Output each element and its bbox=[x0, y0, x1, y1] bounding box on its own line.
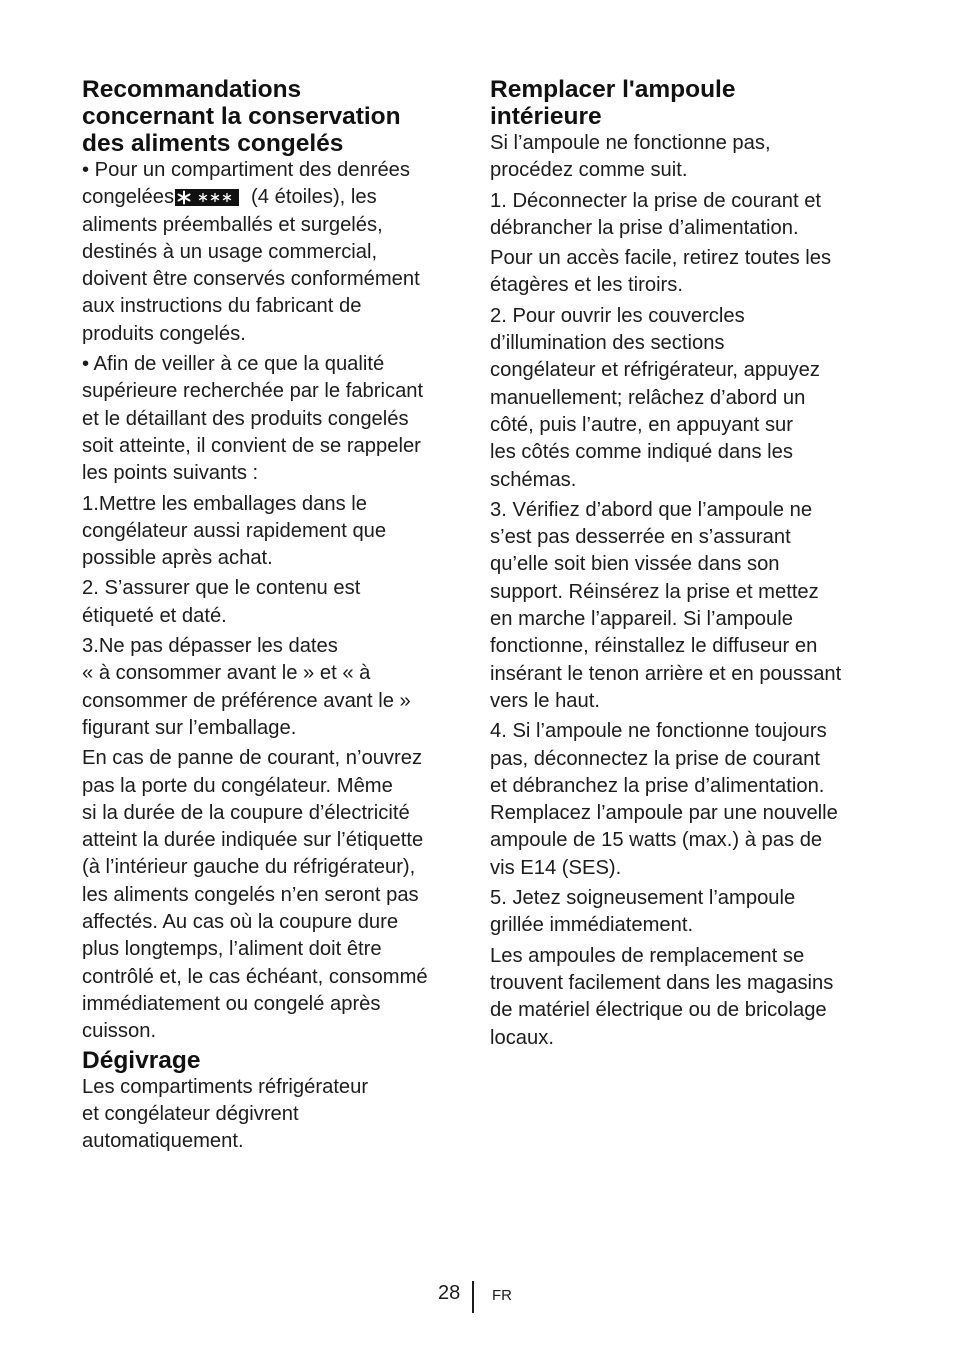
section-heading-frozen-food bbox=[82, 76, 466, 157]
paragraph-bulb-step-2 bbox=[490, 303, 876, 494]
text-line: 3. Vérifiez d’abord que l’ampoule ne bbox=[490, 498, 813, 521]
paragraph-bulb-access bbox=[490, 245, 876, 300]
text-line: Les ampoules de remplacement se bbox=[490, 944, 805, 967]
heading-line: concernant la conservation bbox=[82, 103, 401, 130]
text-line: fonctionne, réinstallez le diffuseur en bbox=[490, 635, 818, 658]
text-line: insérant le tenon arrière et en poussant bbox=[490, 662, 842, 685]
text-line: manuellement; relâchez d’abord un bbox=[490, 386, 806, 409]
paragraph-quality bbox=[82, 351, 466, 487]
text-line: 5. Jetez soigneusement l’ampoule bbox=[490, 887, 796, 910]
text-line: pas, déconnectez la prise de courant bbox=[490, 747, 820, 770]
text-line: contrôlé et, le cas échéant, consommé bbox=[82, 965, 428, 988]
text-line: schémas. bbox=[490, 468, 577, 491]
text-line: 1. Déconnecter la prise de courant et bbox=[490, 189, 822, 212]
text-line: grillée immédiatement. bbox=[490, 914, 694, 937]
right-column bbox=[490, 76, 876, 1055]
paragraph-bulb-step-5 bbox=[490, 885, 876, 940]
text-line: affectés. Au cas où la coupure dure bbox=[82, 911, 399, 934]
text-line: consommer de préférence avant le » bbox=[82, 689, 411, 712]
text-line: Les compartiments réfrigérateur bbox=[82, 1075, 369, 1098]
text-line: de matériel électrique ou de bricolage bbox=[490, 999, 827, 1022]
paragraph-bulb-step-3 bbox=[490, 497, 876, 715]
text-line: soit atteinte, il convient de se rappeler bbox=[82, 434, 421, 457]
text-line: et le détaillant des produits congelés bbox=[82, 407, 409, 430]
heading-line: intérieure bbox=[490, 103, 602, 130]
text-line: congélateur et réfrigérateur, appuyez bbox=[490, 359, 820, 382]
section-heading-bulb bbox=[490, 76, 876, 130]
text-fragment: congelées bbox=[82, 186, 175, 209]
text-line: côté, puis l’autre, en appuyant sur bbox=[490, 413, 793, 436]
text-line: 3.Ne pas dépasser les dates bbox=[82, 635, 338, 658]
text-line: les côtés comme indiqué dans les bbox=[490, 441, 793, 464]
text-line: les aliments congelés n’en seront pas bbox=[82, 883, 419, 906]
text-line: Si l’ampoule ne fonctionne pas, bbox=[490, 132, 771, 154]
text-line: étiqueté et daté. bbox=[82, 604, 227, 627]
text-line: • Pour un compartiment des denrées bbox=[82, 159, 410, 181]
text-fragment: (4 étoiles), les bbox=[251, 186, 377, 209]
text-line: plus longtemps, l’aliment doit être bbox=[82, 938, 382, 961]
text-line: Remplacez l’ampoule par une nouvelle bbox=[490, 802, 838, 825]
left-column bbox=[82, 76, 466, 1158]
text-line: débrancher la prise d’alimentation. bbox=[490, 216, 799, 239]
page-footer bbox=[0, 1281, 954, 1313]
text-line: vers le haut. bbox=[490, 689, 600, 712]
text-line: procédez comme suit. bbox=[490, 159, 688, 182]
text-line: en marche l’appareil. Si l’ampoule bbox=[490, 608, 793, 631]
text-line: si la durée de la coupure d’électricité bbox=[82, 801, 410, 824]
text-line: et débranchez la prise d’alimentation. bbox=[490, 774, 825, 797]
text-line: congélateur aussi rapidement que bbox=[82, 519, 387, 542]
footer-divider bbox=[472, 1281, 474, 1313]
text-line: • Afin de veiller à ce que la qualité bbox=[82, 353, 385, 376]
text-line: vis E14 (SES). bbox=[490, 856, 622, 879]
heading-line: Recommandations bbox=[82, 76, 302, 103]
text-line: 2. S’assurer que le contenu est bbox=[82, 577, 361, 600]
text-line: 2. Pour ouvrir les couvercles bbox=[490, 304, 745, 327]
text-line: figurant sur l’emballage. bbox=[82, 716, 297, 739]
heading-line: des aliments congelés bbox=[82, 130, 344, 157]
text-line: d’illumination des sections bbox=[490, 332, 725, 355]
text-line: pas la porte du congélateur. Même bbox=[82, 774, 393, 797]
paragraph-step-3 bbox=[82, 633, 466, 742]
text-line: supérieure recherchée par le fabricant bbox=[82, 380, 424, 403]
text-line bbox=[82, 184, 466, 211]
text-line: atteint la durée indiquée sur l’étiquette bbox=[82, 829, 424, 852]
paragraph-bulb-step-1 bbox=[490, 188, 876, 243]
text-line: possible après achat. bbox=[82, 547, 273, 570]
text-line: produits congelés. bbox=[82, 322, 246, 345]
paragraph-bulb-step-4 bbox=[490, 718, 876, 882]
text-line: immédiatement ou congelé après bbox=[82, 992, 381, 1015]
text-line: 4. Si l’ampoule ne fonctionne toujours bbox=[490, 720, 827, 743]
text-line: destinés à un usage commercial, bbox=[82, 240, 378, 263]
text-line: Pour un accès facile, retirez toutes les bbox=[490, 247, 832, 270]
text-line: ampoule de 15 watts (max.) à pas de bbox=[490, 829, 823, 852]
section-heading-defrost: Dégivrage bbox=[82, 1046, 201, 1074]
text-line: trouvent facilement dans les magasins bbox=[490, 971, 834, 994]
text-line: (à l’intérieur gauche du réfrigérateur), bbox=[82, 856, 416, 879]
paragraph-bulb-replacement bbox=[490, 943, 876, 1052]
paragraph-bulb-intro bbox=[490, 130, 876, 185]
four-star-freezer-icon bbox=[175, 189, 239, 206]
paragraph-power-outage bbox=[82, 745, 466, 1045]
text-line: doivent être conservés conformément bbox=[82, 268, 420, 291]
text-line: support. Réinsérez la prise et mettez bbox=[490, 580, 819, 603]
text-line: aux instructions du fabricant de bbox=[82, 295, 362, 318]
text-line: locaux. bbox=[490, 1026, 554, 1049]
paragraph-step-1 bbox=[82, 491, 466, 573]
text-line: qu’elle soit bien vissée dans son bbox=[490, 553, 780, 576]
text-line: En cas de panne de courant, n’ouvrez bbox=[82, 747, 423, 770]
text-line: 1.Mettre les emballages dans le bbox=[82, 492, 368, 515]
text-line: cuisson. bbox=[82, 1020, 157, 1043]
heading-line: Remplacer l'ampoule bbox=[490, 76, 736, 103]
paragraph-step-2 bbox=[82, 575, 466, 630]
text-line: automatiquement. bbox=[82, 1130, 244, 1153]
text-line: aliments préemballés et surgelés, bbox=[82, 213, 383, 236]
language-code: FR bbox=[492, 1287, 512, 1304]
text-line: « à consommer avant le » et « à bbox=[82, 662, 371, 685]
paragraph-defrost bbox=[82, 1074, 466, 1156]
text-line: s’est pas desserrée en s’assurant bbox=[490, 526, 791, 549]
text-line: et congélateur dégivrent bbox=[82, 1102, 299, 1125]
text-line: étagères et les tiroirs. bbox=[490, 274, 683, 297]
paragraph-four-star bbox=[82, 157, 466, 348]
page-number: 28 bbox=[438, 1282, 461, 1304]
text-line: les points suivants : bbox=[82, 462, 259, 485]
